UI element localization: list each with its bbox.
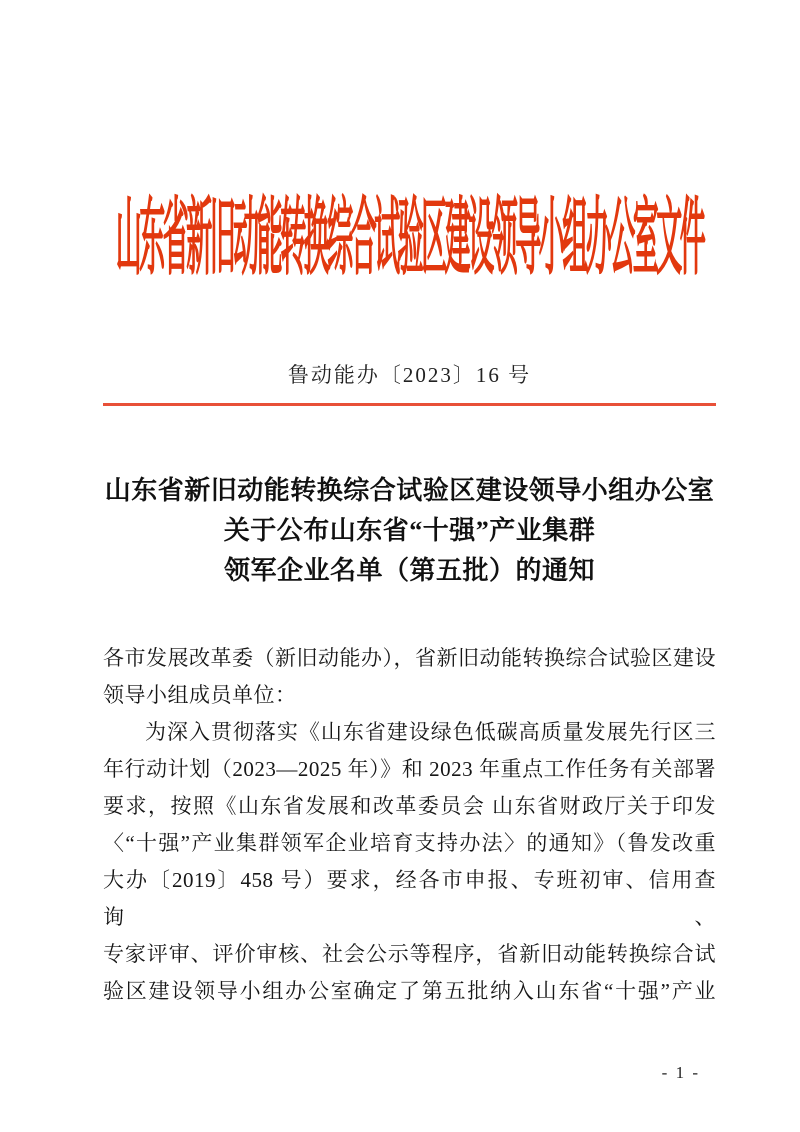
- document-body: [103, 640, 716, 1010]
- body-paragraph: [103, 714, 716, 1010]
- text-line: 年行动计划（2023—2025 年）》和 2023 年重点工作任务有关部署: [103, 757, 716, 781]
- document-title-line: 山东省新旧动能转换综合试验区建设领导小组办公室: [104, 476, 715, 505]
- text-line: 验区建设领导小组办公室确定了第五批纳入山东省“十强”产业: [103, 979, 716, 1003]
- page-number: - 1 -: [661, 1063, 700, 1082]
- text-line: 各市发展改革委（新旧动能办），省新旧动能转换综合试验区建设: [103, 646, 716, 670]
- text-line: 领导小组成员单位：: [103, 683, 297, 707]
- red-header-banner: [103, 188, 716, 286]
- text-line: 专家评审、评价审核、社会公示等程序，省新旧动能转换综合试: [103, 942, 716, 966]
- salutation: [103, 640, 716, 714]
- document-title: [103, 471, 716, 591]
- document-title-line: 领军企业名单（第五批）的通知: [223, 556, 595, 585]
- red-header-banner-text: 山东省新旧动能转换综合试验区建设领导小组办公室文件: [115, 191, 704, 286]
- text-line: 〈“十强”产业集群领军企业培育支持办法〉的通知》（鲁发改重: [103, 831, 716, 855]
- text-line: 为深入贯彻落实《山东省建设绿色低碳高质量发展先行区三: [145, 720, 716, 744]
- red-divider-line: [103, 403, 716, 406]
- text-line: 要求，按照《山东省发展和改革委员会 山东省财政厅关于印发: [103, 794, 716, 818]
- text-line: 大办〔2019〕458 号）要求，经各市申报、专班初审、信用查询、: [103, 868, 716, 929]
- document-title-line: 关于公布山东省“十强”产业集群: [223, 516, 596, 545]
- document-number: 鲁动能办〔2023〕16 号: [287, 363, 532, 387]
